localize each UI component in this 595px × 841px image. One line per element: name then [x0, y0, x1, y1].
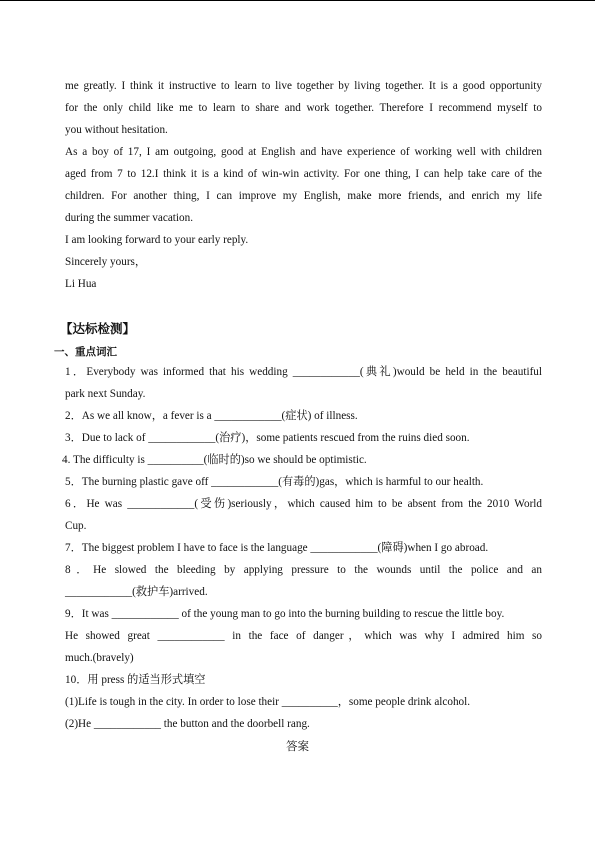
exercise-line: (1)Life is tough in the city. In order to lose their __________，some people drink alcohol. [65, 696, 471, 708]
letter-line: you without hesitation. [65, 124, 168, 136]
exercise-line: 9．It was ____________ of the young man to go into the burning building to rescue the little boy. [65, 608, 505, 620]
letter-line: I am looking forward to your early reply. [65, 234, 249, 246]
section-title: 【达标检测】 [60, 321, 136, 336]
letter-closing: Sincerely yours， [65, 256, 147, 268]
letter-line: during the summer vacation. [65, 212, 194, 224]
exercise-line: Cup. [65, 520, 87, 532]
exercise-line: (2)He ____________ the button and the doorbell rang. [65, 718, 310, 730]
subsection-title: 一、重点词汇 [54, 346, 117, 358]
exercise-line: 2．As we all know，a fever is a ____________(症状) of illness. [65, 410, 358, 422]
exercise-line: 5．The burning plastic gave off ____________(有毒的)gas，which is harmful to our health. [65, 476, 484, 488]
exercise-line: 8．He slowed the bleeding by applying pressure to the wounds until the police and an [65, 564, 542, 576]
letter-line: As a boy of 17, I am outgoing, good at English and have experience of working well with children [65, 146, 542, 158]
exercise-line: He showed great ____________ in the face of danger，which was why I admired him so [65, 630, 542, 642]
exercise-line: 10．用 press 的适当形式填空 [65, 674, 206, 686]
exercise-line: 7．The biggest problem I have to face is the language ____________(障碍)when I go abroad. [65, 542, 489, 554]
letter-line: children. For another thing, I can improve my English, make more friends, and enrich my life [65, 190, 542, 202]
exercise-line: 6．He was ____________(受伤)seriously，which caused him to be absent from the 2010 World [65, 498, 542, 510]
exercise-line: much.(bravely) [65, 652, 134, 664]
exercise-line: ____________(救护车)arrived. [65, 586, 208, 598]
letter-line: aged from 7 to 12.I think it is a kind of win-win activity. For one thing, I can help take care of the [65, 168, 542, 180]
letter-signature: Li Hua [65, 278, 97, 290]
letter-line: me greatly. I think it instructive to learn to live together by living together. It is a good opportunity [65, 80, 542, 92]
exercise-line: park next Sunday. [65, 388, 146, 400]
exercise-line: 1．Everybody was informed that his wedding ____________(典礼)would be held in the beautiful [65, 366, 542, 378]
exercise-line: 4. The difficulty is __________(临时的)so we should be optimistic. [62, 454, 367, 466]
top-rule [0, 0, 595, 1]
answer-label: 答案 [286, 739, 309, 753]
exercise-line: 3．Due to lack of ____________(治疗)，some patients rescued from the ruins died soon. [65, 432, 470, 444]
letter-line: for the only child like me to learn to share and work together. Therefore I recommend myself to [65, 102, 542, 114]
